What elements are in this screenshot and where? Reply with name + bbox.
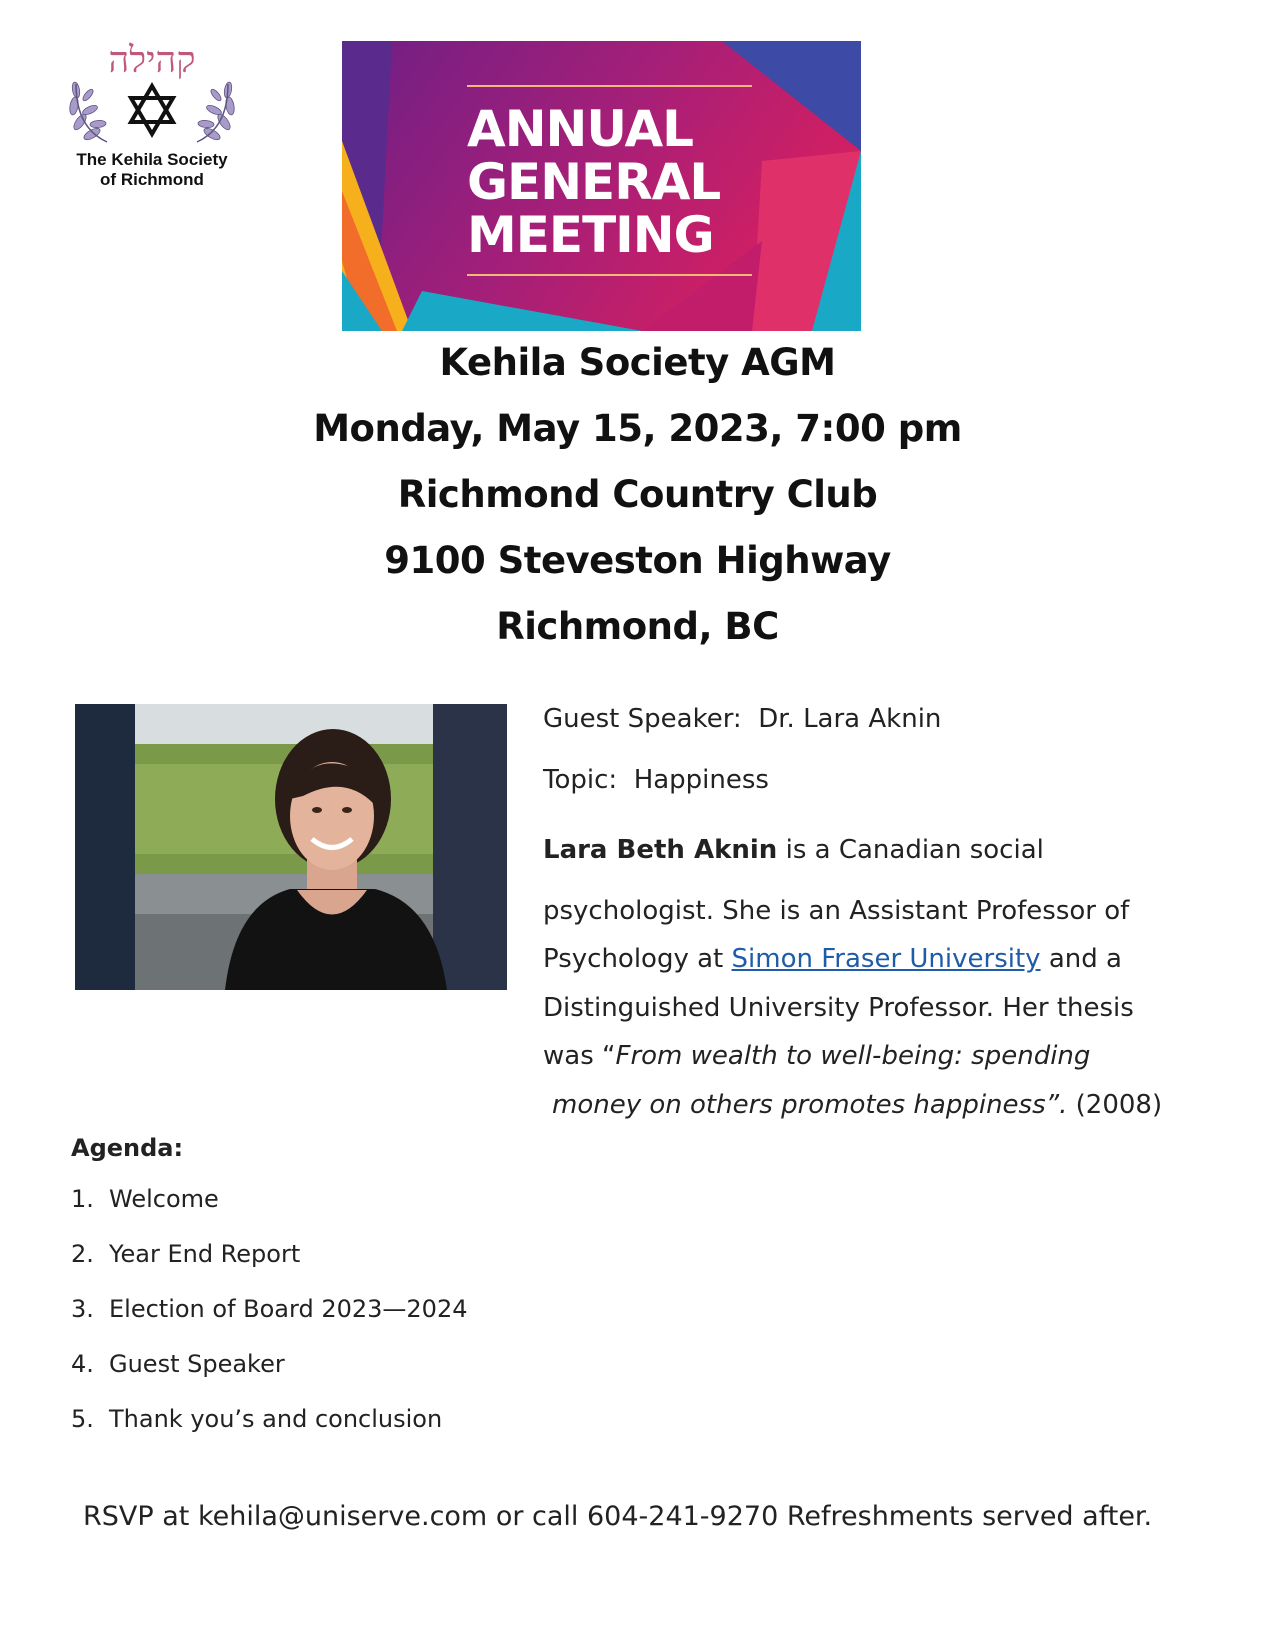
- banner-bottom-rule: [467, 274, 752, 276]
- topic-value: Happiness: [633, 765, 769, 795]
- rsvp-line: RSVP at kehila@uniserve.com or call 604-241-9270 Refreshments served after.: [83, 1501, 1153, 1532]
- bio-line-1-rest: is a Canadian social: [777, 835, 1044, 865]
- banner-line-1: ANNUAL: [467, 100, 694, 158]
- star-of-david-icon: [131, 86, 173, 134]
- guest-speaker-line: [543, 704, 1183, 734]
- event-title: Kehila Society AGM: [439, 341, 836, 384]
- simon-fraser-link[interactable]: Simon Fraser University: [731, 944, 1041, 974]
- agenda: [71, 1133, 631, 1459]
- agenda-item: [71, 1294, 631, 1324]
- bio-line-2: psychologist. She is an Assistant Professor of: [543, 895, 1130, 926]
- event-city: Richmond, BC: [496, 605, 779, 648]
- event-venue: Richmond Country Club: [397, 473, 878, 516]
- banner-top-rule: [467, 85, 752, 87]
- agenda-item-text: Thank you’s and conclusion: [109, 1405, 443, 1433]
- agenda-item-text: Year End Report: [109, 1240, 301, 1268]
- speaker-photo: [75, 704, 507, 990]
- event-address: 9100 Steveston Highway: [384, 539, 891, 582]
- speaker-bio: [543, 826, 1183, 1129]
- agenda-item-number: 5.: [71, 1405, 94, 1433]
- bio-line-4: Distinguished University Professor. Her thesis: [543, 992, 1134, 1023]
- bio-line-5: [543, 1032, 1183, 1081]
- agenda-title: Agenda:: [71, 1134, 184, 1162]
- bio-line-3: [543, 935, 1183, 984]
- agenda-item: [71, 1404, 631, 1434]
- agenda-item-text: Guest Speaker: [109, 1350, 285, 1378]
- event-details: [0, 330, 1275, 660]
- guest-speaker-name: Dr. Lara Aknin: [758, 704, 942, 734]
- banner-title: [467, 100, 721, 264]
- agenda-item-text: Election of Board 2023—2024: [109, 1295, 468, 1323]
- bio-line-1: [543, 826, 1183, 875]
- bio-line-5-pre: was “: [543, 1041, 616, 1071]
- kehila-logo: [62, 38, 242, 198]
- bio-thesis-part1: From wealth to well-being: spending: [615, 1041, 1091, 1071]
- speaker-info: [543, 704, 1183, 1129]
- bio-name: Lara Beth Aknin: [543, 835, 778, 865]
- topic-line: [543, 765, 1183, 795]
- logo-caption: [62, 150, 242, 190]
- logo-caption-line1: The Kehila Society: [76, 150, 228, 169]
- agenda-item-text: Welcome: [109, 1185, 219, 1213]
- agenda-item: [71, 1184, 631, 1214]
- logo-emblem: [62, 38, 242, 150]
- guest-speaker-label: Guest Speaker:: [543, 704, 742, 734]
- agenda-item-number: 3.: [71, 1295, 94, 1323]
- bio-line-3-post: and a: [1040, 944, 1122, 974]
- agenda-item: [71, 1239, 631, 1269]
- left-laurel-icon: [68, 82, 106, 142]
- banner-line-2: GENERAL: [467, 153, 721, 211]
- logo-caption-line2: of Richmond: [100, 170, 204, 189]
- agm-banner: [342, 41, 861, 331]
- banner-line-3: MEETING: [467, 206, 714, 264]
- agenda-item-number: 1.: [71, 1185, 94, 1213]
- topic-label: Topic:: [543, 765, 618, 795]
- agenda-item-number: 2.: [71, 1240, 94, 1268]
- event-datetime: Monday, May 15, 2023, 7:00 pm: [313, 407, 962, 450]
- bio-line-6: [543, 1081, 1183, 1130]
- bio-line-3-pre: Psychology at: [543, 944, 732, 974]
- right-laurel-icon: [198, 82, 236, 142]
- agenda-item: [71, 1349, 631, 1379]
- bio-thesis-part2: money on others promotes happiness”.: [552, 1089, 1068, 1120]
- bio-thesis-year: (2008): [1067, 1089, 1163, 1120]
- speaker-portrait-image: [75, 704, 507, 990]
- logo-hebrew-text: קהילה: [108, 40, 196, 81]
- agenda-item-number: 4.: [71, 1350, 94, 1378]
